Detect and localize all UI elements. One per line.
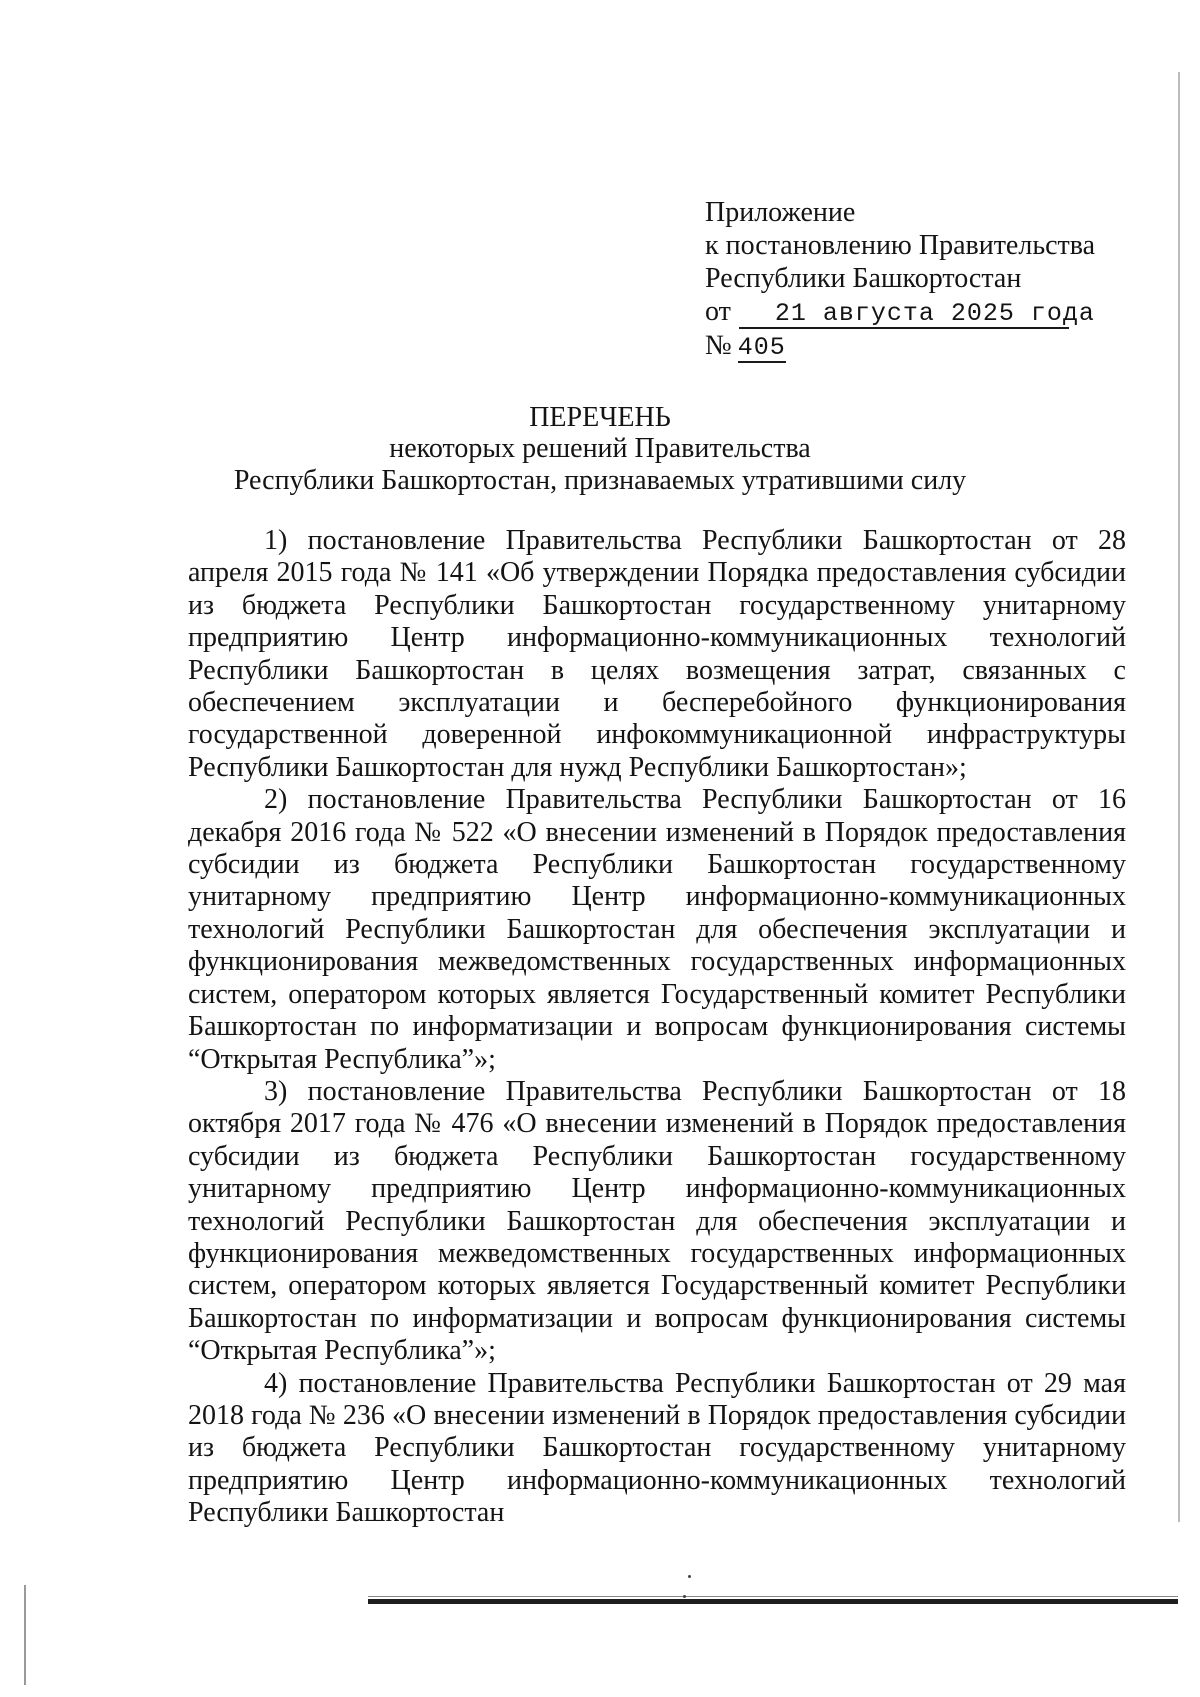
document-subtitle-line-1: некоторых решений Правительства bbox=[389, 433, 811, 464]
scan-speck bbox=[683, 1595, 686, 1598]
list-item-3: 3) постановление Правительства Республики Башкортостан от 18 октября 2017 года № 476 «О внесении изменений в Порядок предоставления субсидии из бюджета Республики Башкортостан государственному унитарному предприятию Центр информационно-коммуникационных технологий Республики Башкортостан для обеспечения эксплуатации и функционирования межведомственных государственных информационных систем, оператором которых является Государственный комитет Республики Башкортостан по информатизации и вопросам функционирования системы “Открытая Республика”»; bbox=[188, 1075, 1126, 1367]
document-body bbox=[188, 525, 1126, 1530]
approval-line-3: Республики Башкортостан bbox=[705, 263, 1022, 294]
date-prefix: от bbox=[705, 296, 731, 327]
list-item-2: 2) постановление Правительства Республики Башкортостан от 16 декабря 2016 года № 522 «О внесении изменений в Порядок предоставления субсидии из бюджета Республики Башкортостан государственному унитарному предприятию Центр информационно-коммуникационных технологий Республики Башкортостан для обеспечения эксплуатации и функционирования межведомственных государственных информационных систем, оператором которых является Государственный комитет Республики Башкортостан по информатизации и вопросам функционирования системы “Открытая Республика”»; bbox=[188, 784, 1126, 1075]
number-value: 405 bbox=[737, 333, 786, 362]
list-item-1: 1) постановление Правительства Республики Башкортостан от 28 апреля 2015 года № 141 «Об утверждении Порядка предоставления субсидии из бюджета Республики Башкортостан государственному унитарному предприятию Центр информационно-коммуникационных технологий Республики Башкортостан в целях возмещения затрат, связанных с обеспечением эксплуатации и бесперебойного функционирования государственной доверенной инфокоммуникационной инфраструктуры Республики Башкортостан для нужд Республики Башкортостан»; bbox=[188, 525, 1126, 783]
date-value: 21 августа 2025 года bbox=[739, 301, 1069, 329]
approval-date-row bbox=[705, 295, 1095, 329]
document-title: ПЕРЕЧЕНЬ bbox=[529, 402, 671, 433]
approval-line-2: к постановлению Правительства bbox=[705, 230, 1096, 261]
scan-edge-right bbox=[1178, 72, 1180, 1522]
scan-edge-bottom-thin bbox=[368, 1596, 1178, 1597]
scan-edge-left bbox=[24, 1585, 26, 1685]
approval-line-1: Приложение bbox=[705, 197, 856, 228]
document-subtitle-line-2: Республики Башкортостан, признаваемых утратившими силу bbox=[233, 465, 967, 496]
approval-stamp bbox=[705, 196, 1095, 363]
scan-edge-bottom bbox=[368, 1599, 1178, 1604]
scan-speck bbox=[688, 1575, 691, 1578]
list-item-4: 4) постановление Правительства Республики Башкортостан от 29 мая 2018 года № 236 «О внесении изменений в Порядок предоставления субсидии из бюджета Республики Башкортостан государственному унитарному предприятию Центр информационно-коммуникационных технологий Республики Башкортостан bbox=[188, 1367, 1126, 1529]
number-prefix: № bbox=[705, 330, 732, 361]
approval-number-row bbox=[705, 329, 1095, 363]
